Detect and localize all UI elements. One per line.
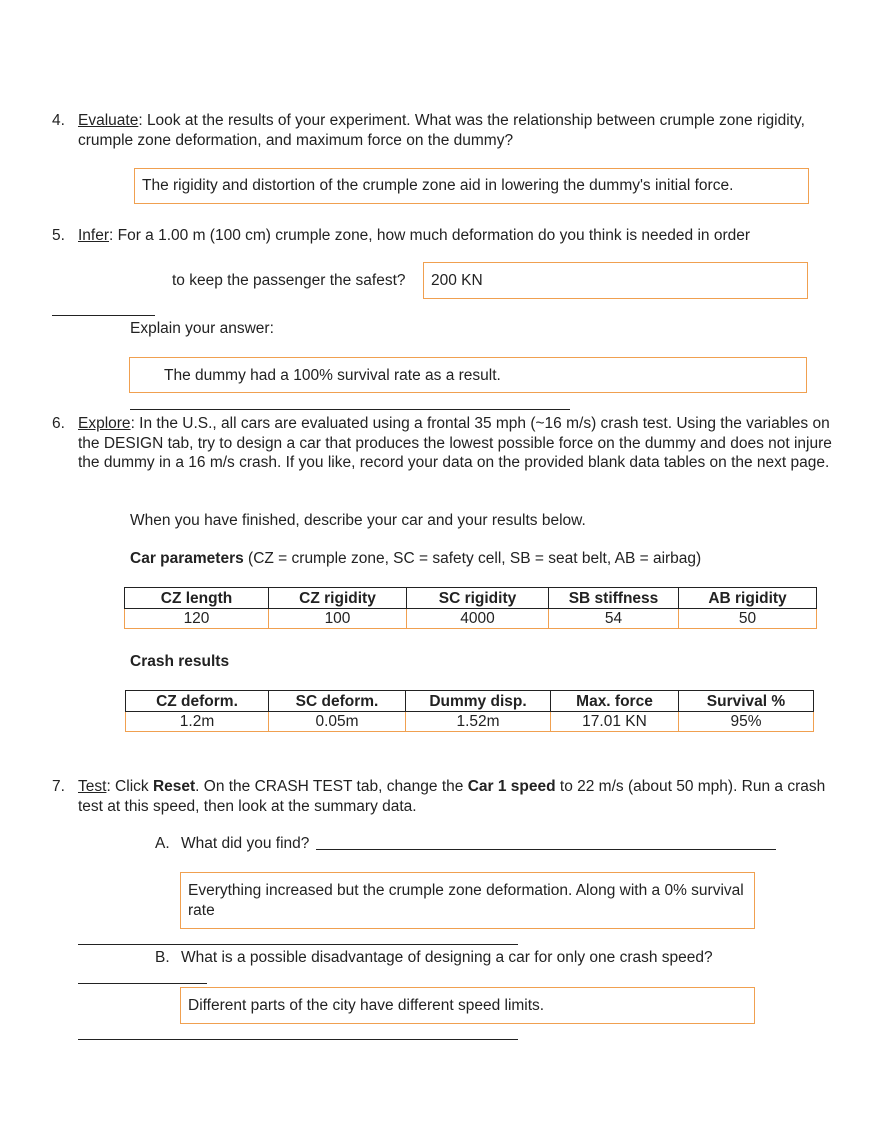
answer-line	[130, 409, 570, 410]
answer-box-q5[interactable]	[423, 262, 808, 299]
table-header-cell: CZ rigidity	[269, 588, 407, 609]
table-header-cell: SC rigidity	[407, 588, 549, 609]
table-input-cell[interactable]: 50	[679, 609, 817, 629]
crash-results-table	[125, 690, 814, 732]
answer-text: The rigidity and distortion of the crumple zone aid in lowering the dummy's initial force.	[142, 177, 734, 194]
table-header-cell: Survival %	[679, 691, 814, 712]
table-header-cell: AB rigidity	[679, 588, 817, 609]
table-input-cell[interactable]: 4000	[407, 609, 549, 629]
answer-line	[78, 944, 518, 945]
answer-text: Everything increased but the crumple zone deformation. Along with a 0% survival rate	[188, 882, 744, 919]
table-header-cell: SB stiffness	[549, 588, 679, 609]
table-input-cell[interactable]: 1.2m	[126, 712, 269, 732]
subquestion-letter: B.	[155, 949, 170, 966]
subquestion-letter: A.	[155, 835, 170, 852]
question-number: 5.	[52, 227, 65, 244]
table-input-cell[interactable]: 54	[549, 609, 679, 629]
table-header-cell: Max. force	[551, 691, 679, 712]
answer-text: The dummy had a 100% survival rate as a result.	[164, 367, 501, 384]
table-header-row	[126, 691, 814, 712]
car-parameters-table	[124, 587, 817, 629]
table-header-cell: CZ deform.	[126, 691, 269, 712]
answer-box-q4[interactable]	[134, 168, 809, 204]
question-text: Explore: In the U.S., all cars are evaluated using a frontal 35 mph (~16 m/s) crash test. Using the variables on the DESIGN tab, try to design a car that produces the lowest possible force on the dummy and does not injure the dummy in a 16 m/s crash. If you like, record your data on the provided blank data tables on the next page.	[78, 415, 832, 471]
answer-text: Different parts of the city have different speed limits.	[188, 997, 545, 1014]
subquestion-text: What is a possible disadvantage of designing a car for only one crash speed?	[181, 949, 713, 966]
table-input-cell[interactable]: 1.52m	[406, 712, 551, 732]
results-heading: Crash results	[130, 653, 230, 670]
question-label: Evaluate	[78, 112, 139, 129]
table-input-cell[interactable]: 120	[125, 609, 269, 629]
table-header-cell: CZ length	[125, 588, 269, 609]
question-text: Infer: For a 1.00 m (100 cm) crumple zone, how much deformation do you think is needed in order	[78, 227, 751, 244]
table-row	[126, 712, 814, 732]
question-text-continued: to keep the passenger the safest?	[172, 272, 406, 289]
answer-line	[316, 849, 776, 850]
table-input-cell[interactable]: 17.01 KN	[551, 712, 679, 732]
table-input-cell[interactable]: 100	[269, 609, 407, 629]
table-input-cell[interactable]: 95%	[679, 712, 814, 732]
table-input-cell[interactable]: 0.05m	[269, 712, 406, 732]
table-header-cell: SC deform.	[269, 691, 406, 712]
question-label: Infer	[78, 227, 110, 244]
instruction-text: When you have finished, describe your car and your results below.	[130, 512, 586, 529]
question-number: 6.	[52, 415, 65, 432]
answer-line	[78, 983, 207, 984]
explain-label: Explain your answer:	[130, 320, 274, 337]
answer-box-q5-explain[interactable]	[129, 357, 807, 393]
params-heading: Car parameters (CZ = crumple zone, SC = safety cell, SB = seat belt, AB = airbag)	[130, 550, 702, 567]
question-number: 4.	[52, 112, 65, 129]
subquestion-text: What did you find?	[181, 835, 310, 852]
answer-line	[78, 1039, 518, 1040]
table-header-cell: Dummy disp.	[406, 691, 551, 712]
answer-box-q7a[interactable]	[180, 872, 755, 929]
question-number: 7.	[52, 778, 65, 795]
question-label: Explore	[78, 415, 131, 432]
answer-box-q7b[interactable]	[180, 987, 755, 1024]
answer-line	[52, 315, 155, 316]
question-text: Test: Click Reset. On the CRASH TEST tab, change the Car 1 speed to 22 m/s (about 50 mph). Run a crash test at this speed, then look at the summary data.	[78, 778, 826, 815]
table-header-row	[125, 588, 817, 609]
table-row	[125, 609, 817, 629]
question-text: Evaluate: Look at the results of your experiment. What was the relationship between crumple zone rigidity, crumple zone deformation, and maximum force on the dummy?	[78, 112, 805, 149]
answer-text: 200 KN	[431, 272, 483, 289]
question-label: Test	[78, 778, 107, 795]
